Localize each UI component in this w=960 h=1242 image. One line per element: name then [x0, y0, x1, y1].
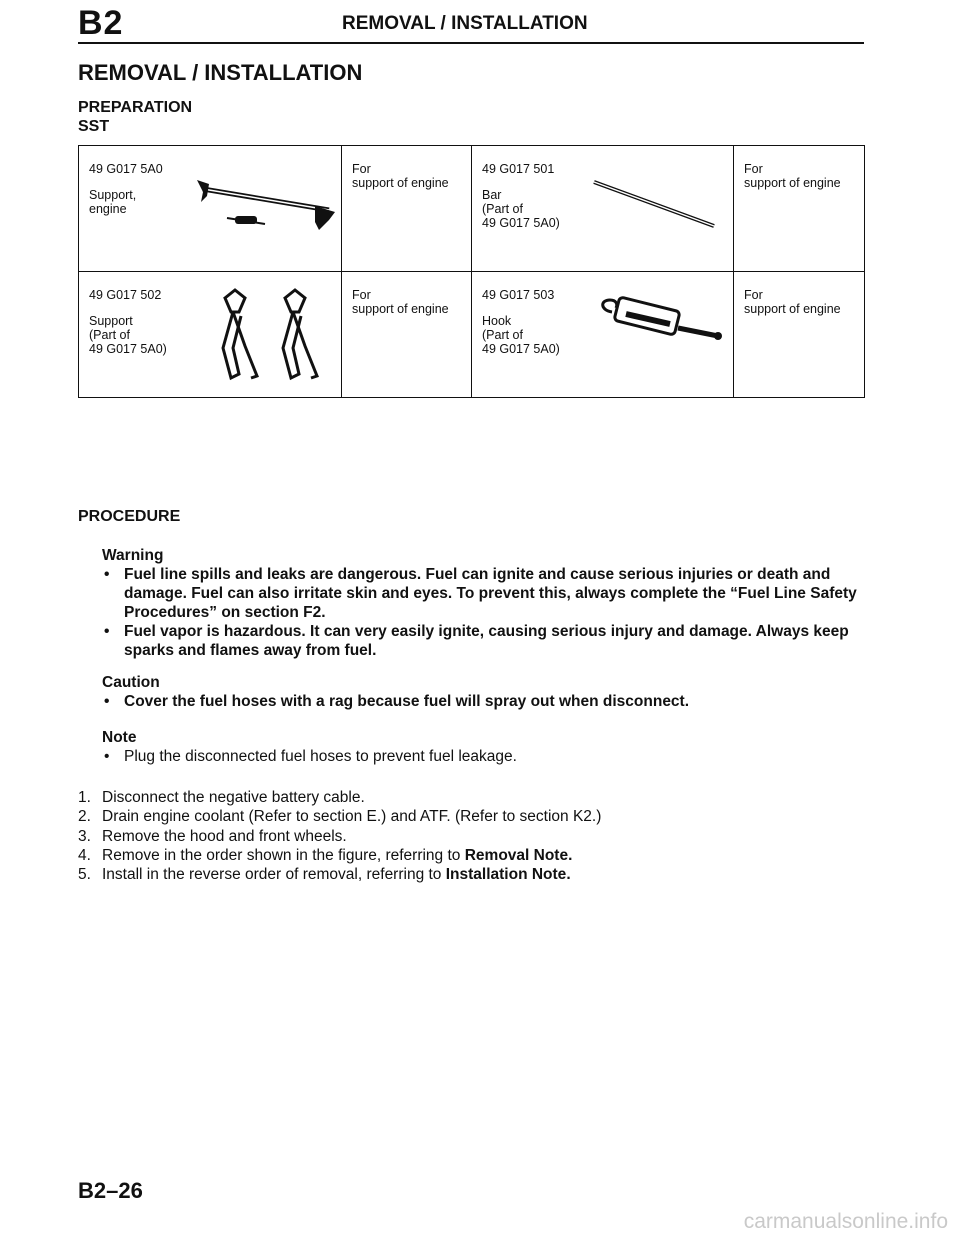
preparation-heading	[78, 98, 192, 136]
purpose-cell	[342, 146, 472, 272]
tool-cell	[472, 272, 734, 398]
tool-purpose: For support of engine	[352, 162, 449, 190]
tool-name: Hook (Part of 49 G017 5A0)	[482, 314, 560, 356]
page-number: B2–26	[78, 1178, 143, 1203]
header-title: REMOVAL / INSTALLATION	[342, 13, 588, 34]
warning-block	[102, 546, 868, 660]
tool-cell	[79, 146, 342, 272]
tool-cell	[79, 272, 342, 398]
step-reference: Installation Note	[445, 866, 567, 884]
procedure-step	[78, 846, 601, 865]
caution-item: • Cover the fuel hoses with a rag because fuel will spray out when disconnect.	[102, 692, 868, 711]
sst-row	[79, 272, 865, 398]
section-code: B2	[78, 4, 124, 42]
procedure-step	[78, 865, 601, 884]
caution-block	[102, 673, 868, 711]
hook-icon	[596, 294, 724, 350]
note-item: • Plug the disconnected fuel hoses to prevent fuel leakage.	[102, 747, 868, 766]
step-end: .	[568, 846, 573, 864]
tool-number: 49 G017 5A0	[89, 162, 163, 176]
step-text: Install in the reverse order of removal, referring to	[102, 866, 446, 884]
step-text: Remove in the order shown in the figure, referring to	[102, 846, 465, 864]
step-text: Disconnect the negative battery cable.	[102, 789, 365, 806]
note-block	[102, 728, 868, 766]
step-end: .	[566, 866, 571, 884]
procedure-step	[78, 788, 601, 807]
watermark: carmanualsonline.info	[743, 1210, 948, 1233]
step-reference: Removal Note	[464, 846, 569, 864]
step-text: Drain engine coolant (Refer to section E.) and ATF. (Refer to section K2.)	[102, 808, 602, 826]
warning-item: • Fuel vapor is hazardous. It can very easily ignite, causing serious injury and damage. Always keep sparks and flames away from fuel.	[102, 622, 868, 660]
sst-row	[79, 146, 865, 272]
caution-label: Caution	[102, 674, 160, 691]
tool-purpose: For support of engine	[352, 288, 449, 316]
page-title: REMOVAL / INSTALLATION	[78, 60, 363, 85]
sst-table	[78, 145, 865, 398]
purpose-cell	[734, 272, 865, 398]
step-number: 3.	[78, 827, 91, 845]
procedure-step	[78, 827, 601, 846]
step-number: 5.	[78, 866, 91, 884]
warning-item: • Fuel line spills and leaks are dangerous. Fuel can ignite and cause serious injuries or death and damage. Fuel can also irritate skin and eyes. To prevent this, always complete the “Fuel Line Safety Procedures” on section F2.	[102, 565, 868, 622]
tool-purpose: For support of engine	[744, 288, 841, 316]
tool-name: Bar (Part of 49 G017 5A0)	[482, 188, 560, 230]
step-number: 1.	[78, 789, 91, 806]
procedure-step	[78, 807, 601, 826]
bar-icon	[590, 174, 720, 234]
tool-number: 49 G017 502	[89, 288, 162, 302]
step-number: 2.	[78, 808, 91, 826]
procedure-steps	[78, 788, 601, 884]
purpose-cell	[342, 272, 472, 398]
tool-purpose: For support of engine	[744, 162, 841, 190]
header-rule	[78, 42, 864, 44]
step-text: Remove the hood and front wheels.	[102, 827, 347, 845]
tool-name: Support (Part of 49 G017 5A0)	[89, 314, 167, 356]
note-label: Note	[102, 729, 137, 746]
tool-name: Support, engine	[89, 188, 137, 216]
sst-subtitle: SST	[78, 118, 110, 135]
tool-cell	[472, 146, 734, 272]
tool-number: 49 G017 501	[482, 162, 555, 176]
procedure-title: PROCEDURE	[78, 508, 181, 525]
preparation-title: PREPARATION	[78, 99, 193, 116]
purpose-cell	[734, 146, 865, 272]
warning-label: Warning	[102, 547, 164, 564]
tool-number: 49 G017 503	[482, 288, 555, 302]
support-legs-icon	[211, 286, 327, 382]
step-number: 4.	[78, 846, 91, 864]
engine-support-icon	[189, 172, 339, 232]
